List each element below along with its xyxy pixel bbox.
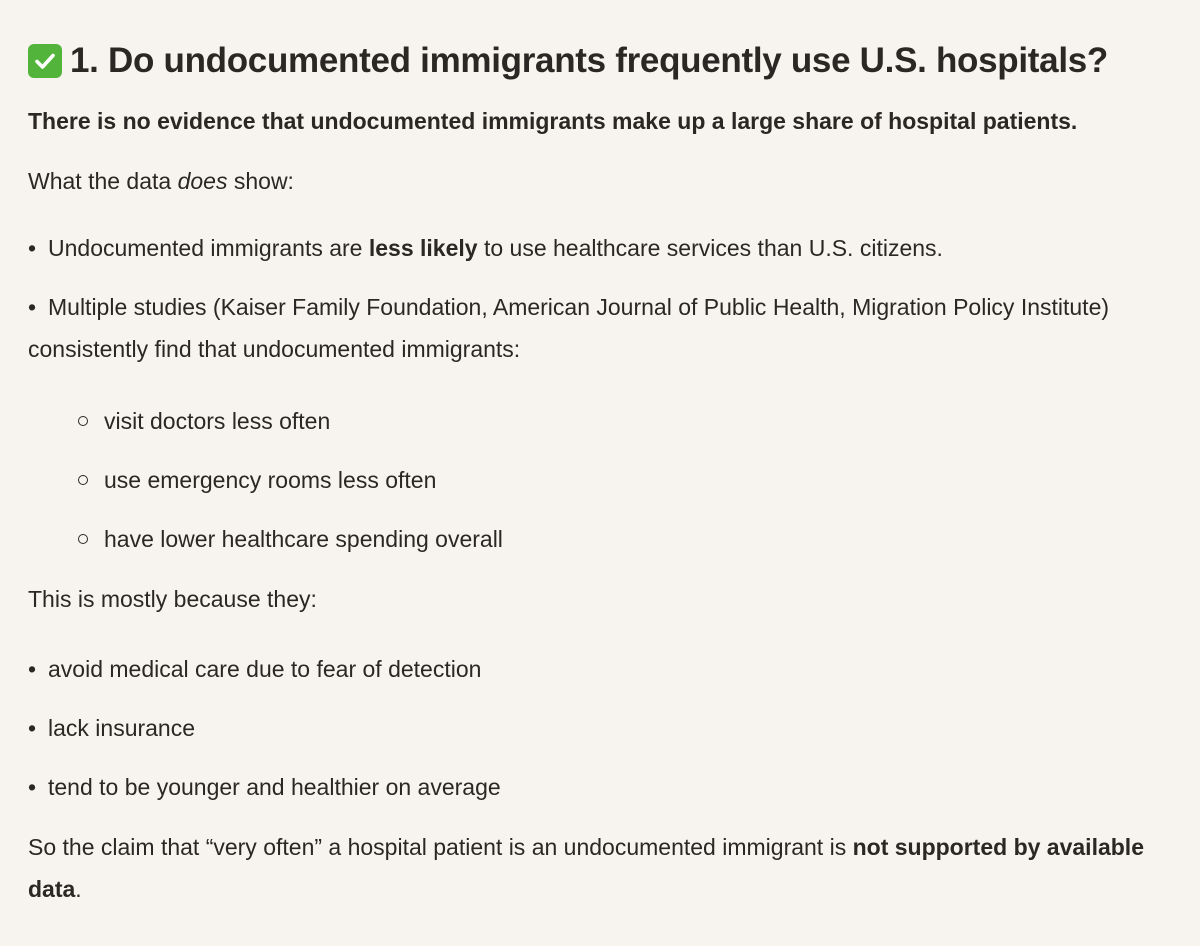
list-item: • lack insurance	[28, 707, 1178, 749]
list-item: • avoid medical care due to fear of detection	[28, 648, 1178, 690]
sub-list-item: use emergency rooms less often	[78, 459, 1178, 501]
bullet-icon: •	[28, 294, 37, 320]
because-intro: This is mostly because they:	[28, 586, 317, 612]
section-heading	[28, 36, 1178, 86]
response-content	[28, 36, 1178, 933]
sub-list	[28, 400, 1178, 560]
conclusion: So the claim that “very often” a hospital patient is an undocumented immigrant is not supported by available data.	[28, 834, 1144, 902]
reasons-list	[28, 648, 1178, 808]
list-item: • Multiple studies (Kaiser Family Foundation, American Journal of Public Health, Migration Policy Institute) consistently find that undocumented immigrants:	[28, 286, 1178, 370]
hollow-bullet-icon	[78, 416, 88, 426]
bullet-icon: •	[28, 715, 37, 741]
data-intro: What the data does show:	[28, 168, 294, 194]
bullet-icon: •	[28, 774, 37, 800]
emphasis-not-supported: not supported by available data	[28, 834, 1144, 902]
emphasis-less-likely: less likely	[368, 235, 478, 261]
list-item: • Undocumented immigrants are less likely to use healthcare services than U.S. citizens.	[28, 227, 1178, 269]
emphasis-does: does	[177, 168, 228, 194]
hollow-bullet-icon	[78, 534, 88, 544]
bullet-icon: •	[28, 235, 37, 261]
lead-statement: There is no evidence that undocumented immigrants make up a large share of hospital patients.	[28, 108, 1078, 134]
section-heading-text: 1. Do undocumented immigrants frequently use U.S. hospitals?	[70, 41, 1108, 80]
bullet-icon: •	[28, 656, 37, 682]
sub-list-item: visit doctors less often	[78, 400, 1178, 442]
list-item: • tend to be younger and healthier on average	[28, 766, 1178, 808]
sub-list-item: have lower healthcare spending overall	[78, 518, 1178, 560]
check-mark-button-icon	[28, 44, 62, 78]
hollow-bullet-icon	[78, 475, 88, 485]
